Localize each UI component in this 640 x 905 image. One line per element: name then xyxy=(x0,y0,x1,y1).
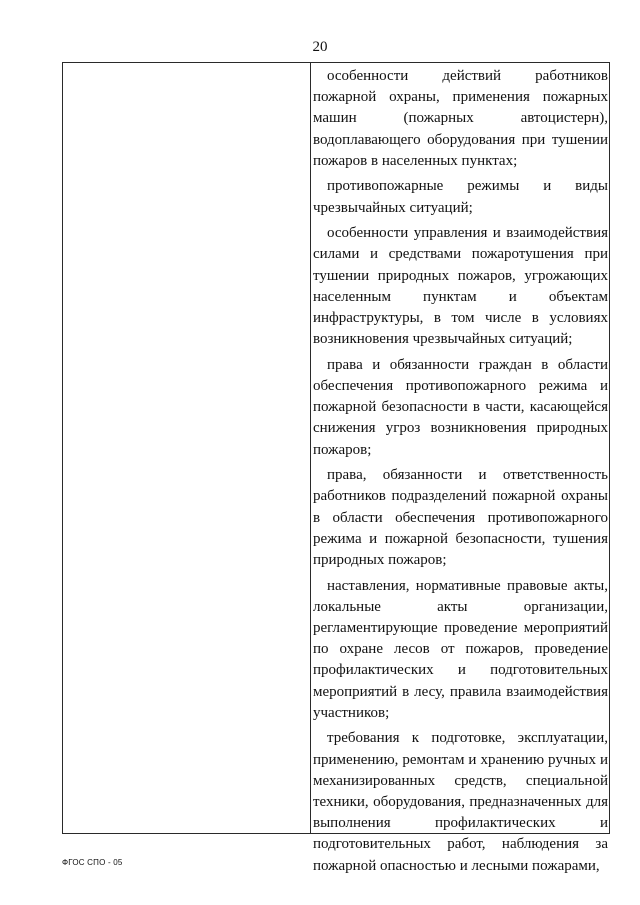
paragraph-5: права, обязанности и ответственность работников подразделений пожарной охраны в области обеспечения противопожарного режима и пожарной безопасности, тушения природных пожаров; xyxy=(313,467,608,569)
table-right-cell xyxy=(311,63,609,874)
page-number: 20 xyxy=(312,39,328,55)
paragraph-3: особенности управления и взаимодействия силами и средствами пожаротушения при тушении природных пожаров, угрожающих населенным пунктам и объектам инфраструктуры, в том числе в условиях возникновения чрезвычайных ситуаций; xyxy=(313,225,608,348)
paragraph-2: противопожарные режимы и виды чрезвычайных ситуаций; xyxy=(313,178,608,216)
paragraph-6: наставления, нормативные правовые акты, локальные акты организации, регламентирующие проведение мероприятий по охране лесов от пожаров, проведение профилактических и подготовительных мероприятий в лесу, правила взаимодействия участников; xyxy=(313,577,608,721)
footer-doc-code: ФГОС СПО - 05 xyxy=(62,858,123,867)
table-left-cell xyxy=(63,63,311,833)
paragraph-1: особенности действий работников пожарной охраны, применения пожарных машин (пожарных автоцистерн), водоплавающего оборудования при тушении пожаров в населенных пунктах; xyxy=(313,68,608,169)
paragraph-4: права и обязанности граждан в области обеспечения противопожарного режима и пожарной безопасности в части, касающейся снижения угроз возникновения природных пожаров; xyxy=(313,356,608,458)
paragraph-7: требования к подготовке, эксплуатации, применению, ремонтам и хранению ручных и механизированных средств, специальной техники, оборудования, предназначенных для выполнения профилактических и подготовительных работ, наблюдения за пожарной опасностью и лесными пожарами, xyxy=(313,730,608,874)
